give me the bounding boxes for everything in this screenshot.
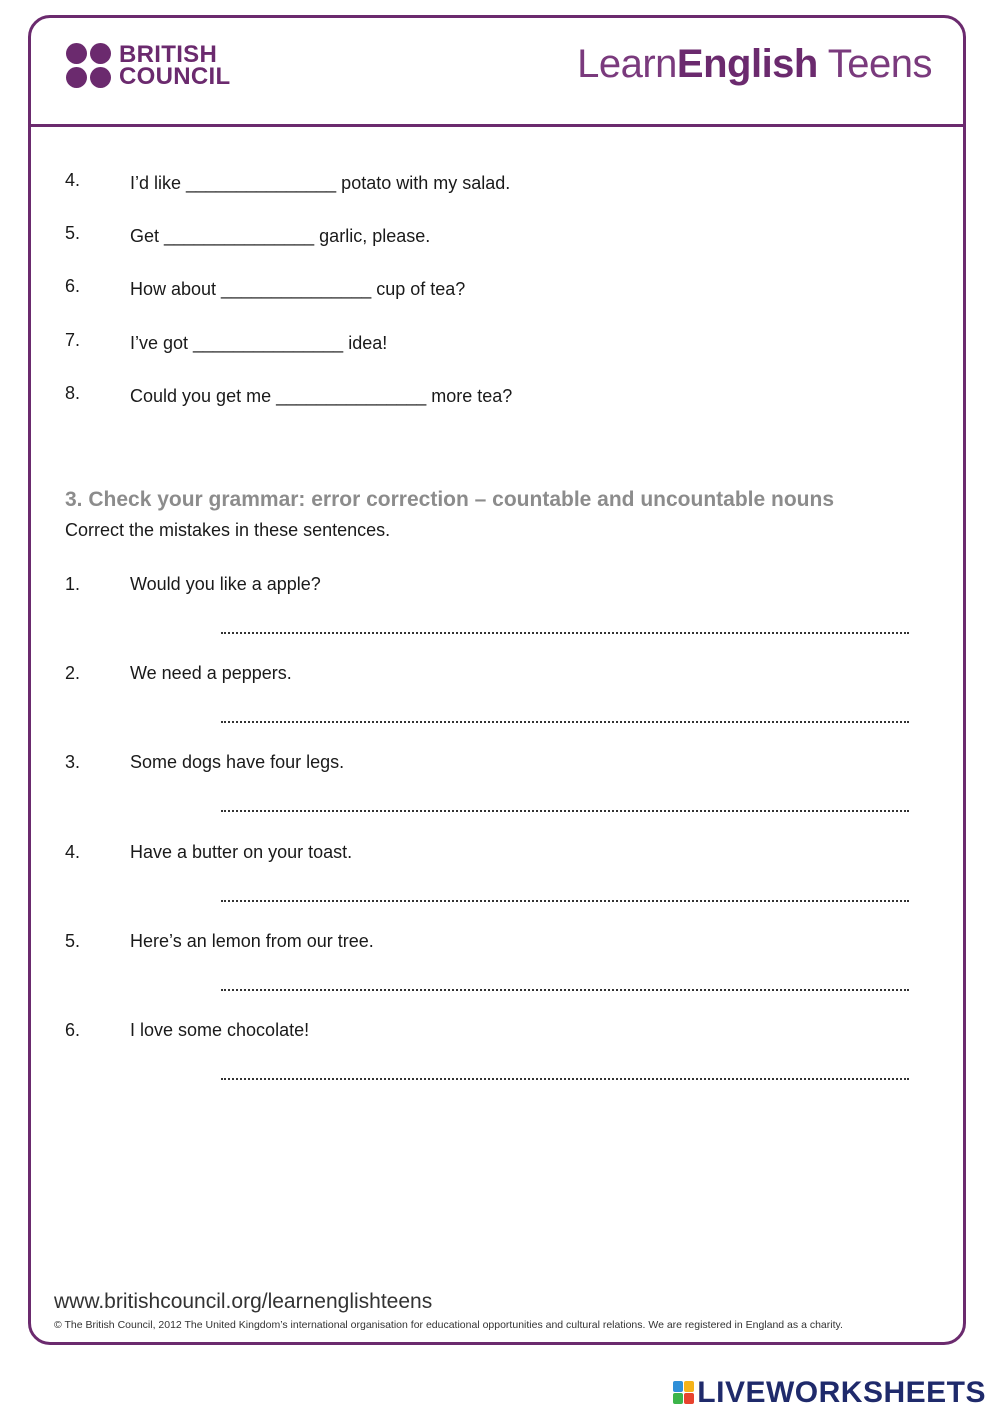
section3-item-number: 6.: [65, 1020, 81, 1040]
section3-item-number: 3.: [65, 752, 81, 772]
part2-item-text: Could you get me _______________ more tea?: [130, 386, 513, 406]
part2-item-text: Get _______________ garlic, please.: [130, 226, 431, 246]
logo-english: English: [676, 42, 818, 86]
british-council-line2: COUNCIL: [119, 63, 231, 90]
section3-item-number: 4.: [65, 842, 81, 862]
liveworksheets-icon: [673, 1381, 695, 1405]
footer-copyright: © The British Council, 2012 The United Kingdom’s international organisation for educational opportunities and cultural relations. We are registered in England as a charity.: [54, 1319, 843, 1331]
liveworksheets-watermark: [673, 1376, 986, 1410]
part2-item-number: 5.: [65, 223, 81, 243]
answer-line[interactable]: [221, 810, 909, 812]
answer-line[interactable]: [221, 721, 909, 723]
section3-item-text: Some dogs have four legs.: [130, 752, 345, 772]
section3-item-number: 1.: [65, 574, 81, 594]
part2-item-text: I’ve got _______________ idea!: [130, 333, 388, 353]
section3-item-text: We need a peppers.: [130, 663, 292, 683]
section3-item-text: Would you like a apple?: [130, 574, 321, 594]
section3-item-text: Here’s an lemon from our tree.: [130, 931, 374, 951]
answer-line[interactable]: [221, 632, 909, 634]
section3-item-number: 2.: [65, 663, 81, 683]
learnenglish-teens-logo: [577, 42, 932, 87]
part2-item-number: 8.: [65, 383, 81, 403]
part2-item-number: 6.: [65, 276, 81, 296]
header-divider: [28, 124, 966, 127]
section-3-title: 3. Check your grammar: error correction – countable and uncountable nouns: [65, 488, 834, 511]
part2-item-text: I’d like _______________ potato with my salad.: [130, 173, 511, 193]
logo-learn: Learn: [577, 42, 677, 86]
section3-item-number: 5.: [65, 931, 81, 951]
british-council-line1: BRITISH: [119, 41, 218, 68]
answer-line[interactable]: [221, 989, 909, 991]
part2-item-number: 7.: [65, 330, 81, 350]
answer-line[interactable]: [221, 1078, 909, 1080]
section-3-instruction: Correct the mistakes in these sentences.: [65, 520, 391, 540]
footer-url: www.britishcouncil.org/learnenglishteens: [54, 1290, 433, 1313]
british-council-dots-icon: [66, 43, 112, 89]
section3-item-text: I love some chocolate!: [130, 1020, 310, 1040]
liveworksheets-text: LIVEWORKSHEETS: [697, 1376, 986, 1409]
part2-item-number: 4.: [65, 170, 81, 190]
logo-teens: Teens: [817, 42, 932, 86]
part2-item-text: How about _______________ cup of tea?: [130, 279, 466, 299]
answer-line[interactable]: [221, 900, 909, 902]
section3-item-text: Have a butter on your toast.: [130, 842, 353, 862]
